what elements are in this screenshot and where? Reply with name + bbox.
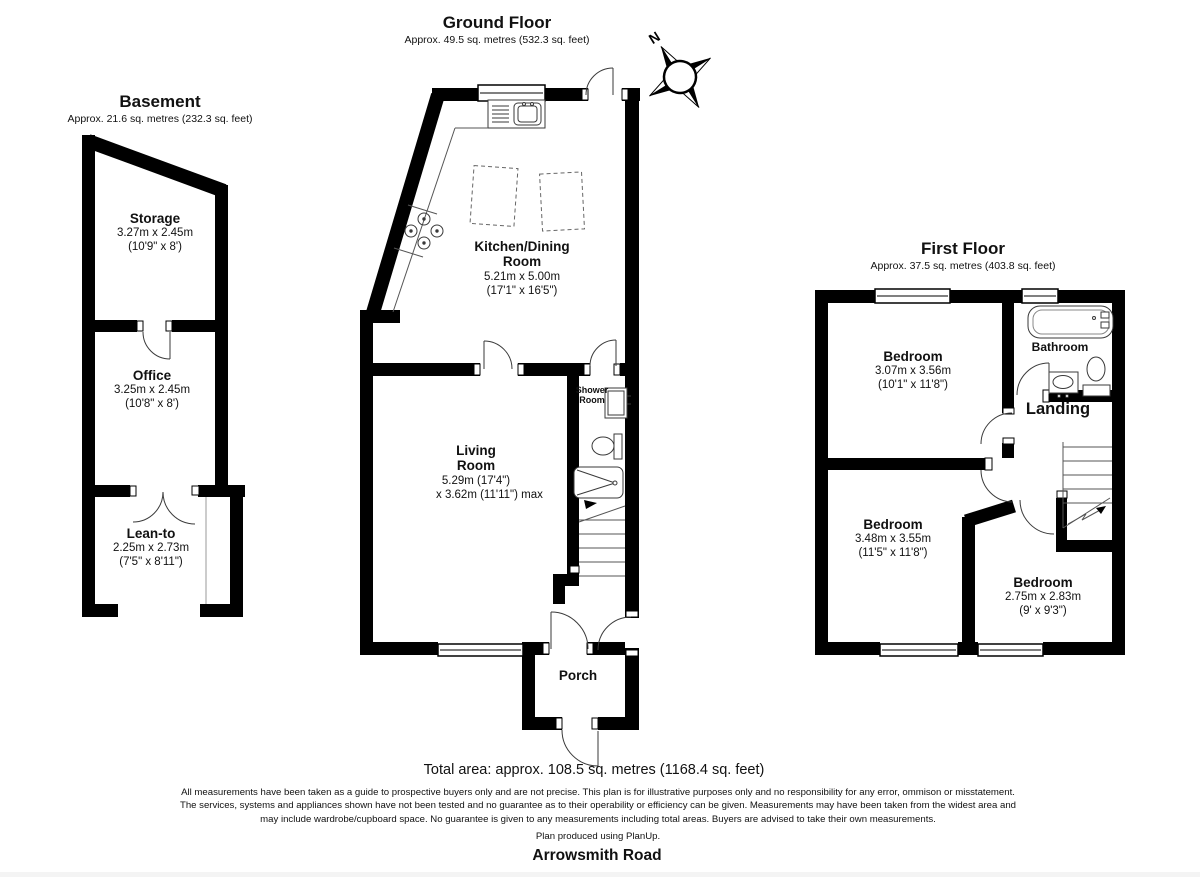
disclaimer-text: All measurements have been taken as a guide to prospective buyers only and are not precise. This plan is for illustrative purposes only and no responsibility for any error, ommison or misstatement. The services, systems and appliances shown have not been tested and no guarantee as to their operability or efficiency can be given. Measurements may have been taken from the widest area and may include wardrobe/cupboard space. No guarantee is given to any measurements including total areas. Buyers are advised to take their own measurements. (179, 787, 1017, 825)
basement-title: Basement (119, 92, 201, 111)
room-label-storage: Storage 3.27m x 2.45m (10'9" x 8') (116, 211, 194, 254)
property-address: Arrowsmith Road (532, 847, 662, 864)
ground-floor-area: Approx. 49.5 sq. metres (532.3 sq. feet) (404, 33, 590, 46)
room-label-lean-to: Lean-to 2.25m x 2.73m (7'5" x 8'11") (112, 526, 190, 569)
basement-area: Approx. 21.6 sq. metres (232.3 sq. feet) (67, 112, 253, 125)
bottom-strip (0, 872, 1200, 877)
total-area-line: Total area: approx. 108.5 sq. metres (1168.4 sq. feet) (423, 762, 765, 778)
ground-floor-plan (360, 68, 640, 766)
room-label-bedroom1: Bedroom 3.07m x 3.56m (10'1" x 11'8") (874, 349, 952, 392)
compass-n-label: N (645, 28, 663, 48)
room-label-bedroom3: Bedroom 2.75m x 2.83m (9' x 9'3") (1004, 575, 1082, 618)
room-label-living: Living Room 5.29m (17'4") x 3.62m (11'11") max (436, 443, 543, 501)
room-label-landing: Landing (1025, 400, 1091, 418)
room-label-porch: Porch (558, 668, 598, 683)
toilet-icon (592, 434, 622, 459)
rooflight-outline (470, 166, 584, 232)
ground-floor-header (404, 13, 589, 47)
kitchen-sink (488, 100, 545, 128)
room-label-bathroom: Bathroom (1031, 340, 1089, 354)
room-label-shower: Shower Room (575, 385, 609, 406)
stairs-first (1063, 442, 1112, 528)
first-floor-header (870, 239, 1055, 273)
first-floor-area: Approx. 37.5 sq. metres (403.8 sq. feet) (870, 259, 1056, 272)
stairs-arrowhead (1096, 506, 1106, 514)
shower-tray (574, 467, 623, 498)
stairs-ground (579, 506, 625, 576)
produced-by-line: Plan produced using PlanUp. (535, 831, 661, 842)
basement-header (67, 92, 252, 126)
bath-icon (1028, 306, 1113, 338)
room-label-office: Office 3.25m x 2.45m (10'8" x 8') (113, 368, 191, 411)
first-floor-title: First Floor (920, 239, 1006, 258)
ground-floor-title: Ground Floor (442, 13, 552, 32)
hob-icon (405, 213, 443, 249)
room-label-bedroom2: Bedroom 3.48m x 3.55m (11'5" x 11'8") (854, 517, 932, 560)
room-label-kitchen: Kitchen/Dining Room 5.21m x 5.00m (17'1" x 16'5") (474, 239, 570, 297)
toilet-icon (1083, 357, 1110, 396)
stairs-arrow (584, 500, 597, 509)
